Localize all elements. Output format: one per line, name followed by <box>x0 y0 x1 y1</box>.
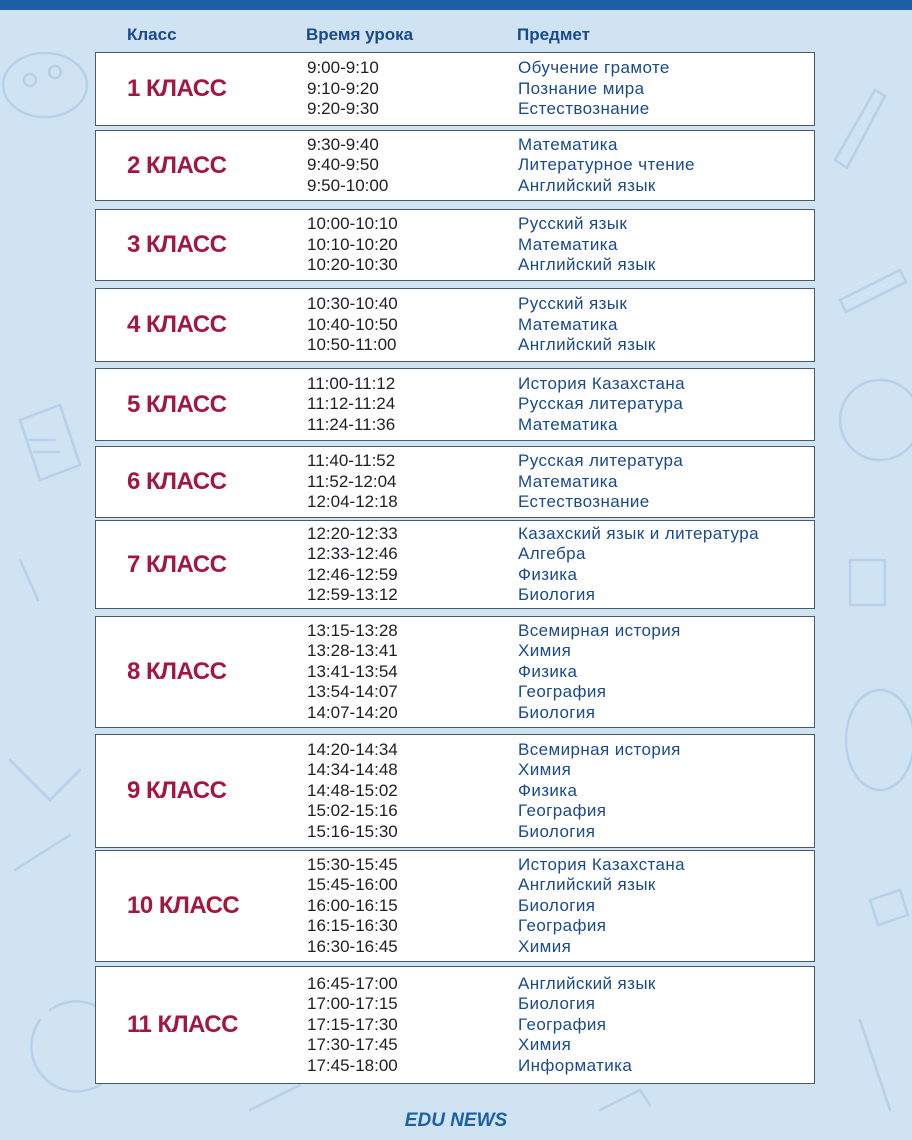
subject-name: География <box>518 801 607 821</box>
subjects <box>518 617 681 727</box>
subject-name: История Казахстана <box>518 854 685 874</box>
schedule-row <box>95 520 815 609</box>
subject-name: Биология <box>518 702 596 722</box>
lesson-times <box>307 521 398 608</box>
subject-name: Русская литература <box>518 394 684 414</box>
lesson-time: 16:30-16:45 <box>307 936 398 956</box>
subjects <box>518 967 656 1083</box>
subject-name: Химия <box>518 936 572 956</box>
subject-name: Английский язык <box>518 875 656 895</box>
subject-name: Физика <box>518 661 578 681</box>
subjects <box>518 851 685 961</box>
subject-name: Русская литература <box>518 451 684 471</box>
subject-name: Физика <box>518 780 578 800</box>
schedule-row <box>95 288 815 362</box>
lesson-time: 16:00-16:15 <box>307 895 398 915</box>
subject-name: Биология <box>518 821 596 841</box>
subjects <box>518 289 656 361</box>
lesson-time: 12:46-12:59 <box>307 564 398 584</box>
subject-name: Биология <box>518 585 596 604</box>
lesson-time: 12:33-12:46 <box>307 544 398 563</box>
lesson-time: 9:30-9:40 <box>307 134 379 154</box>
lesson-time: 10:10-10:20 <box>307 234 398 254</box>
class-label: 11 КЛАСС <box>127 1011 238 1038</box>
schedule-row <box>95 616 815 728</box>
class-label: 7 КЛАСС <box>127 550 227 578</box>
schedule-row <box>95 368 815 441</box>
lesson-time: 14:48-15:02 <box>307 780 398 800</box>
subject-name: Английский язык <box>518 973 656 993</box>
lesson-time: 9:40-9:50 <box>307 155 379 175</box>
lesson-times <box>307 447 398 517</box>
lesson-time: 13:41-13:54 <box>307 661 398 681</box>
lesson-time: 11:52-12:04 <box>307 471 397 491</box>
subjects <box>518 447 683 517</box>
subject-name: Английский язык <box>518 175 656 195</box>
subjects <box>518 53 670 125</box>
subject-name: Познание мира <box>518 78 645 98</box>
class-label: 1 КЛАСС <box>127 75 227 102</box>
lesson-time: 15:30-15:45 <box>307 854 398 874</box>
schedule-row <box>95 130 815 201</box>
subject-name: Обучение грамоте <box>518 58 670 78</box>
lesson-time: 13:15-13:28 <box>307 620 398 640</box>
subject-name: География <box>518 1014 607 1034</box>
lesson-time: 10:50-11:00 <box>307 335 397 355</box>
lesson-time: 11:40-11:52 <box>307 451 396 471</box>
lesson-time: 10:20-10:30 <box>307 255 398 275</box>
class-label: 5 КЛАСС <box>127 390 227 418</box>
subject-name: Всемирная история <box>518 739 681 759</box>
subject-name: Английский язык <box>518 335 656 355</box>
schedule-row <box>95 734 815 848</box>
lesson-time: 12:59-13:12 <box>307 585 398 604</box>
subject-name: География <box>518 916 607 936</box>
lesson-times <box>307 735 398 847</box>
subject-name: Химия <box>518 1035 572 1055</box>
lesson-time: 17:45-18:00 <box>307 1055 398 1075</box>
subject-name: Естествознание <box>518 99 650 119</box>
lesson-times <box>307 851 398 961</box>
subject-name: Математика <box>518 414 618 434</box>
header-class: Класс <box>127 25 177 44</box>
subjects <box>518 735 681 847</box>
subject-name: Биология <box>518 994 596 1014</box>
lesson-time: 14:07-14:20 <box>307 702 398 722</box>
lesson-time: 12:20-12:33 <box>307 523 398 543</box>
lesson-time: 10:00-10:10 <box>307 214 398 234</box>
lesson-time: 10:30-10:40 <box>307 294 398 314</box>
lesson-time: 12:04-12:18 <box>307 492 398 512</box>
subject-name: Математика <box>518 234 618 254</box>
lesson-time: 9:00-9:10 <box>307 58 379 78</box>
subject-name: Казахский язык и литература <box>518 523 759 543</box>
class-label: 3 КЛАСС <box>127 231 227 258</box>
subject-name: Информатика <box>518 1055 633 1075</box>
subject-name: Химия <box>518 641 572 661</box>
lesson-times <box>307 53 379 125</box>
class-label: 2 КЛАСС <box>127 151 227 179</box>
subjects <box>518 210 656 280</box>
subject-name: Математика <box>518 314 618 334</box>
lesson-time: 14:34-14:48 <box>307 760 398 780</box>
schedule-row <box>95 966 815 1084</box>
subjects <box>518 521 759 608</box>
subject-name: Математика <box>518 471 618 491</box>
subject-name: Химия <box>518 760 572 780</box>
lesson-time: 15:45-16:00 <box>307 875 398 895</box>
class-label: 6 КЛАСС <box>127 468 227 495</box>
lesson-times <box>307 289 398 361</box>
lesson-time: 10:40-10:50 <box>307 314 398 334</box>
lesson-time: 15:16-15:30 <box>307 821 398 841</box>
lesson-time: 13:54-14:07 <box>307 682 398 702</box>
schedule-row <box>95 209 815 281</box>
lesson-time: 15:02-15:16 <box>307 801 398 821</box>
lesson-time: 9:10-9:20 <box>307 78 379 98</box>
lesson-time: 13:28-13:41 <box>307 641 398 661</box>
class-label: 8 КЛАСС <box>127 658 227 685</box>
subject-name: Литературное чтение <box>518 155 695 175</box>
lesson-time: 17:15-17:30 <box>307 1014 398 1034</box>
schedule-row <box>95 52 815 126</box>
schedule-row <box>95 446 815 518</box>
subject-name: Русский язык <box>518 294 628 314</box>
lesson-times <box>307 617 398 727</box>
lesson-time: 11:12-11:24 <box>307 394 396 414</box>
lesson-time: 17:00-17:15 <box>307 994 398 1014</box>
class-label: 4 КЛАСС <box>127 311 227 338</box>
class-label: 9 КЛАСС <box>127 777 227 804</box>
subjects <box>518 369 685 440</box>
lesson-time: 14:20-14:34 <box>307 739 398 759</box>
lesson-times <box>307 210 398 280</box>
subject-name: Физика <box>518 564 578 584</box>
subject-name: Русский язык <box>518 214 628 234</box>
subject-name: Биология <box>518 895 596 915</box>
lesson-time: 17:30-17:45 <box>307 1035 398 1055</box>
subject-name: История Казахстана <box>518 373 685 393</box>
lesson-time: 11:24-11:36 <box>307 414 396 434</box>
subjects <box>518 131 695 200</box>
subject-name: Естествознание <box>518 492 650 512</box>
lesson-time: 16:45-17:00 <box>307 973 398 993</box>
subject-name: Математика <box>518 134 618 154</box>
subject-name: Алгебра <box>518 544 586 563</box>
lesson-times <box>307 131 388 200</box>
schedule-row <box>95 850 815 962</box>
lesson-time: 9:50-10:00 <box>307 175 389 195</box>
class-label: 10 КЛАСС <box>127 892 240 919</box>
header-lesson-time: Время урока <box>306 25 414 44</box>
header-subject: Предмет <box>517 25 590 44</box>
subject-name: География <box>518 682 607 702</box>
lesson-times <box>307 967 398 1083</box>
subject-name: Английский язык <box>518 255 656 275</box>
lesson-times <box>307 369 395 440</box>
footer-brand: EDU NEWS <box>404 1110 508 1131</box>
subject-name: Всемирная история <box>518 620 681 640</box>
lesson-time: 11:00-11:12 <box>307 373 396 393</box>
lesson-time: 9:20-9:30 <box>307 99 379 119</box>
lesson-time: 16:15-16:30 <box>307 916 398 936</box>
